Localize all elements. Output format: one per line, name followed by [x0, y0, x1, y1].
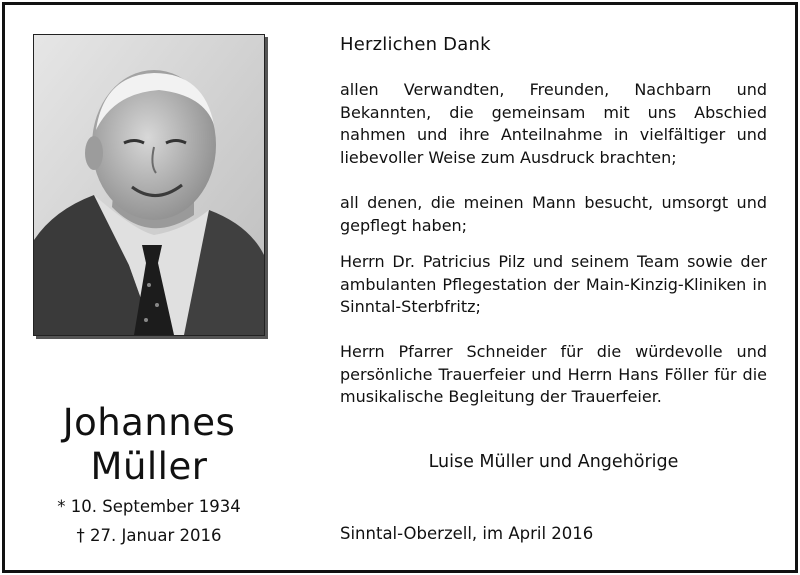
thanks-paragraph-pastor: Herrn Pfarrer Schneider für die würdevolle und persönliche Trauerfeier und Herrn Hans Föller für die musikalische Begleitung der Trauerfeier. — [340, 342, 767, 406]
notice-heading: Herzlichen Dank — [340, 34, 491, 55]
thanks-paragraph-relatives: allen Verwandten, Freunden, Nachbarn und Bekannten, die gemeinsam mit uns Abschied nahmen und ihre Anteilnahme in vielfältiger und liebevoller Weise zum Ausdruck brachten; — [340, 80, 767, 167]
signature: Luise Müller und Angehörige — [428, 452, 679, 472]
thanks-paragraph-doctor: Herrn Dr. Patricius Pilz und seinem Team sowie der ambulanten Pflegestation der Main-Kinzig-Kliniken in Sinntal-Sterbfritz; — [340, 252, 767, 316]
place-date: Sinntal-Oberzell, im April 2016 — [340, 524, 594, 543]
birth-date: * 10. September 1934 — [57, 497, 241, 516]
portrait-photo — [33, 34, 265, 336]
thanks-paragraph-carers: all denen, die meinen Mann besucht, umsorgt und gepflegt haben; — [340, 193, 767, 235]
death-date: † 27. Januar 2016 — [76, 526, 222, 545]
deceased-last-name: Müller — [90, 445, 208, 488]
deceased-first-name: Johannes — [62, 401, 236, 444]
